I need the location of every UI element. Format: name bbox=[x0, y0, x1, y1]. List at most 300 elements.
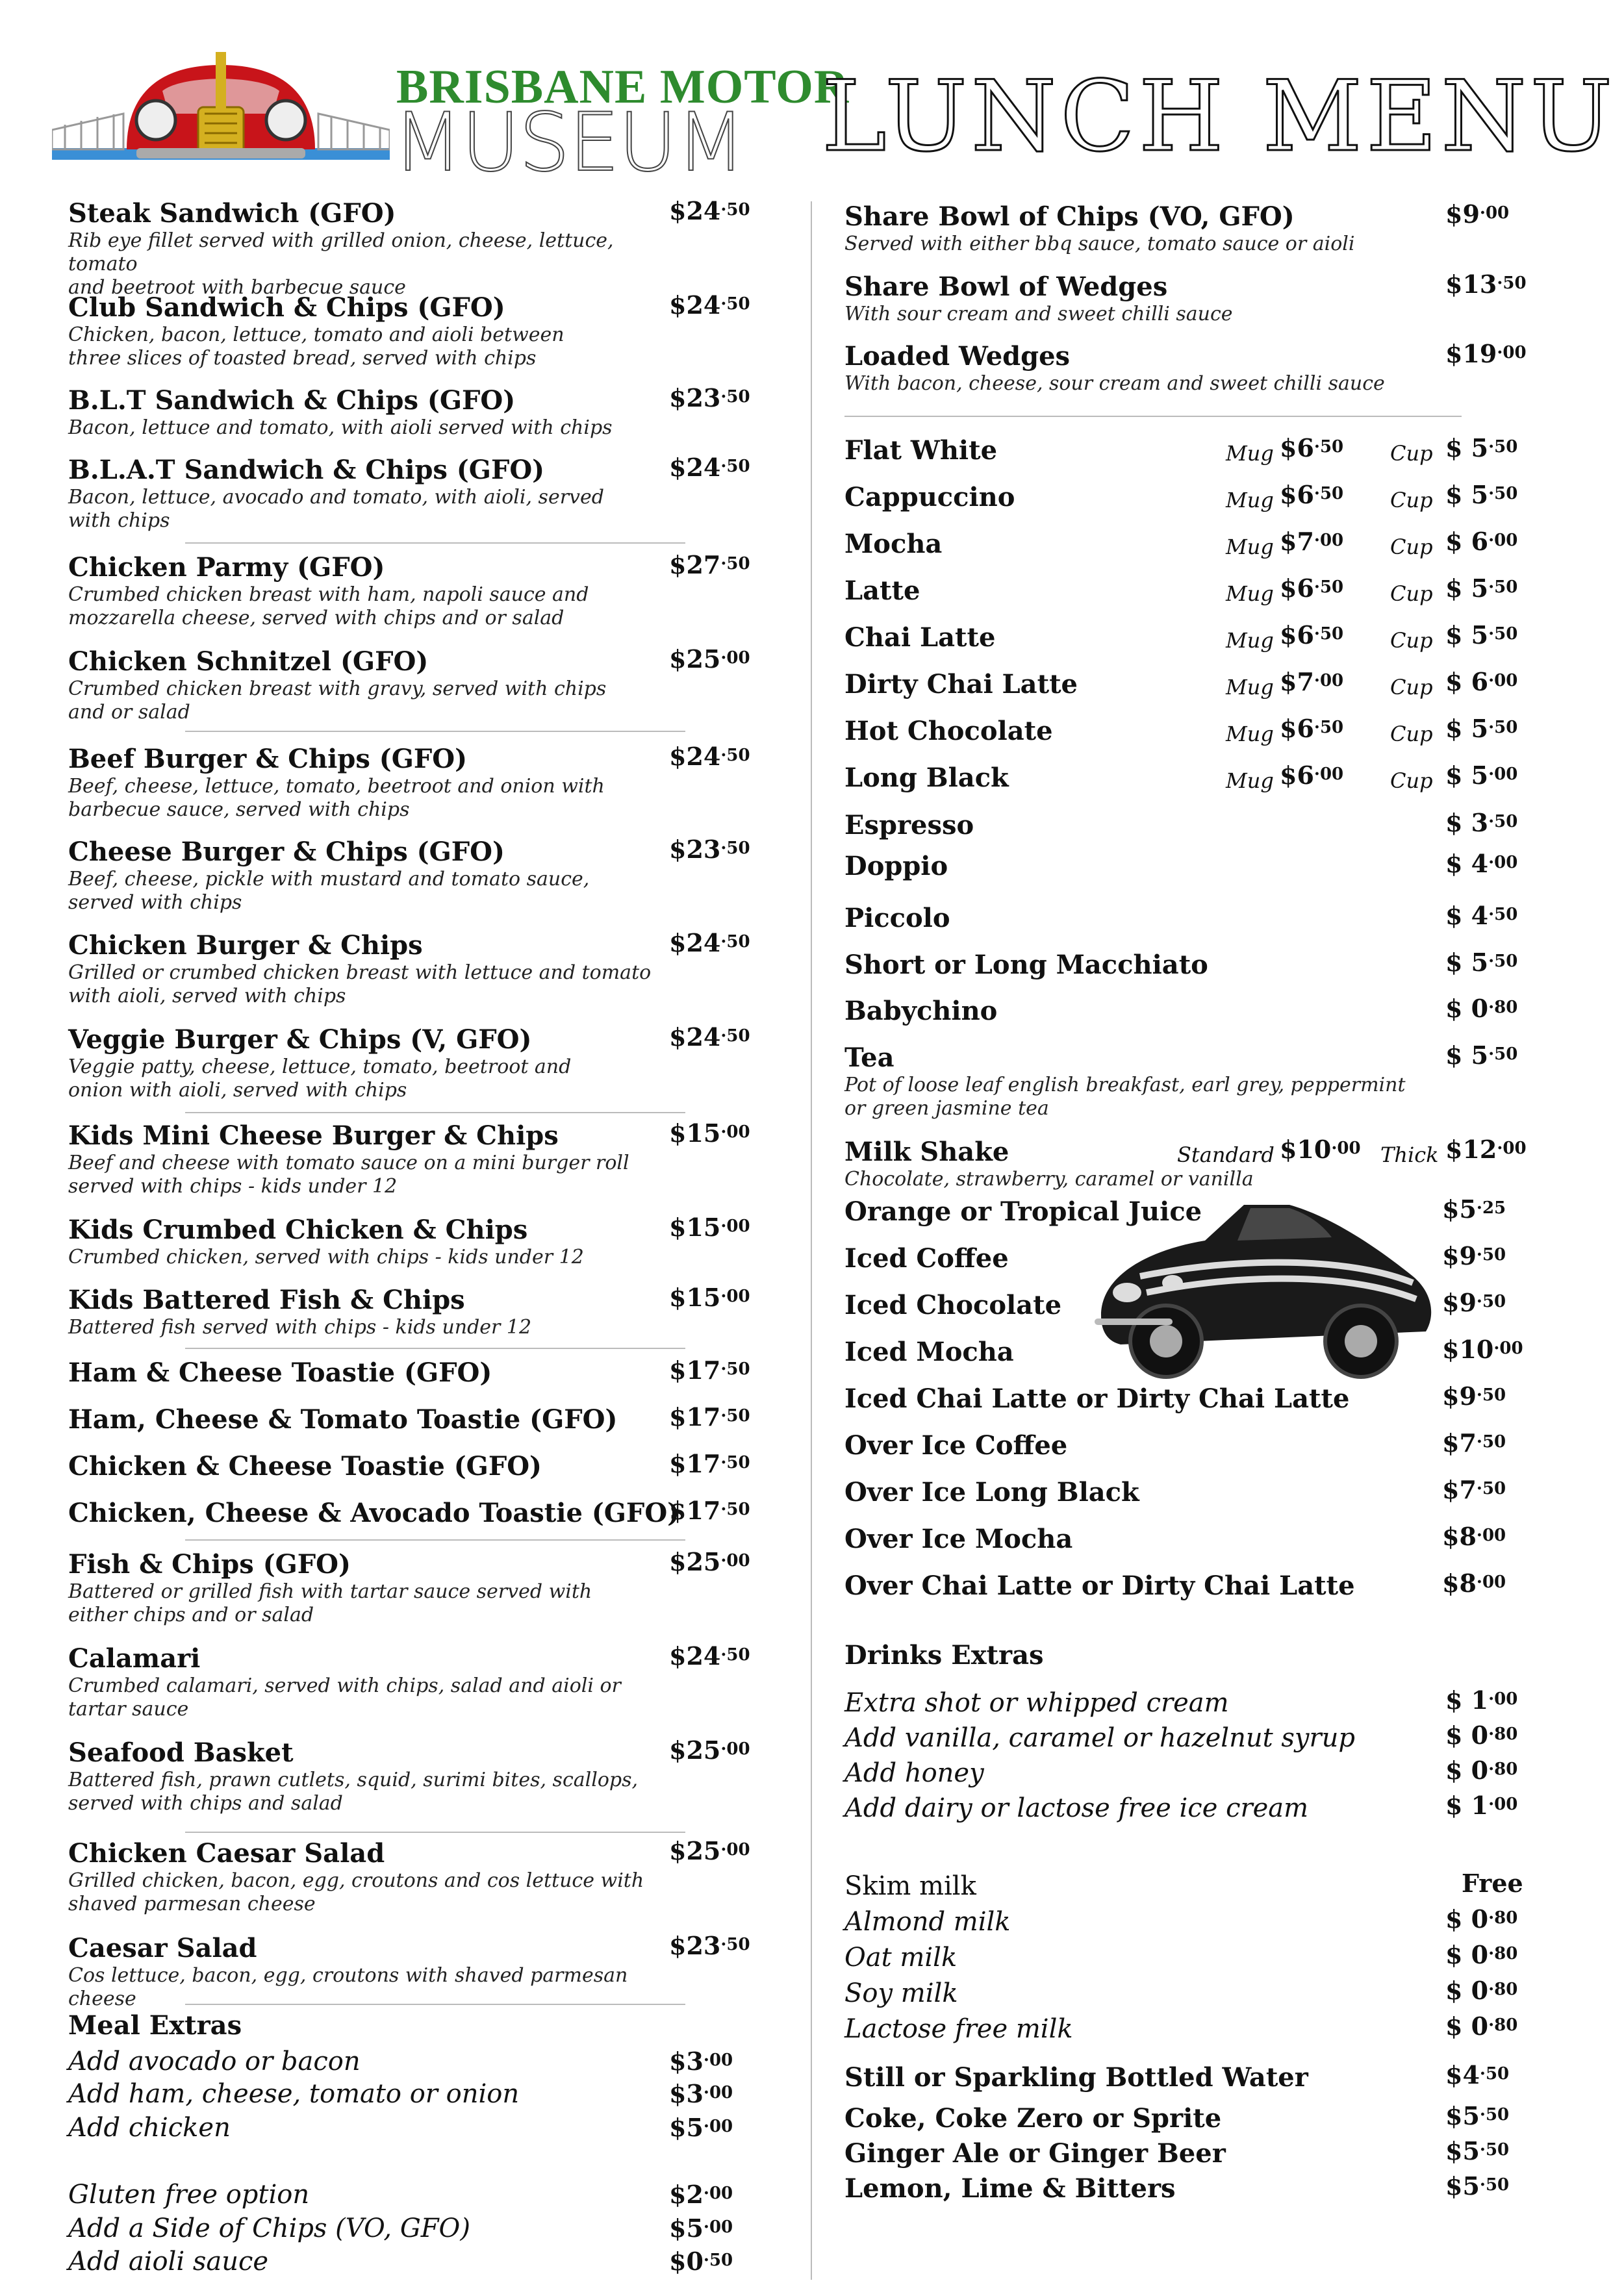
coffee-name: Dirty Chai Latte bbox=[844, 669, 1078, 700]
price-dollars: $5 bbox=[1442, 1194, 1477, 1224]
coffee-price bbox=[1445, 900, 1517, 931]
menu-item-price bbox=[669, 1641, 750, 1672]
section-divider bbox=[185, 1348, 685, 1349]
menu-item-price bbox=[1445, 338, 1527, 370]
drink-price bbox=[1442, 1521, 1506, 1552]
section-divider bbox=[844, 416, 1462, 417]
cup-label: Cup bbox=[1390, 722, 1433, 746]
price-cents: ·00 bbox=[1497, 343, 1527, 362]
price-cents: ·80 bbox=[1488, 1724, 1518, 1744]
price-cents: ·50 bbox=[720, 1935, 750, 1954]
menu-item bbox=[68, 1024, 679, 1102]
menu-item-price bbox=[669, 383, 750, 414]
meal-extra-price bbox=[669, 2213, 733, 2244]
standard-label: Standard bbox=[1177, 1142, 1275, 1167]
menu-item-description: Crumbed calamari, served with chips, salad and aioli or tartar sauce bbox=[68, 1674, 621, 1721]
mug-price bbox=[1280, 620, 1343, 651]
mug-price bbox=[1280, 666, 1343, 698]
price-dollars: $9 bbox=[1445, 199, 1480, 229]
price-dollars: $ 6 bbox=[1445, 527, 1489, 556]
mug-price bbox=[1280, 573, 1343, 604]
price-cents: ·00 bbox=[1479, 203, 1510, 223]
menu-item-description: Battered fish, prawn cutlets, squid, surimi bites, scallops, served with chips and salad bbox=[68, 1769, 639, 1815]
drinks-extras-heading: Drinks Extras bbox=[844, 1640, 1044, 1671]
price-dollars: $ 3 bbox=[1445, 808, 1489, 837]
cup-price bbox=[1445, 666, 1517, 698]
price-cents: ·50 bbox=[720, 1406, 750, 1426]
price-dollars: $24 bbox=[669, 453, 721, 482]
drink-price bbox=[1442, 1381, 1506, 1412]
price-dollars: $7 bbox=[1280, 527, 1314, 556]
drink-name: Over Chai Latte or Dirty Chai Latte bbox=[844, 1571, 1355, 1601]
price-dollars: $ 1 bbox=[1445, 1685, 1489, 1715]
menu-item-description: Battered or grilled fish with tartar sauce served with either chips and or salad bbox=[68, 1580, 592, 1626]
coffee-price bbox=[1445, 947, 1517, 978]
drink-price bbox=[1445, 2100, 1509, 2132]
price-dollars: $0 bbox=[669, 2247, 704, 2276]
menu-item-name: Chicken Burger & Chips bbox=[68, 930, 423, 961]
mug-price bbox=[1280, 526, 1343, 557]
price-dollars: $25 bbox=[669, 1735, 721, 1765]
price-dollars: $10 bbox=[1280, 1135, 1332, 1164]
price-cents: ·50 bbox=[1476, 1385, 1506, 1405]
price-cents: ·80 bbox=[1488, 1760, 1518, 1779]
menu-item-description: Chicken, bacon, lettuce, tomato and aioli between three slices of toasted bread, served with chips bbox=[68, 323, 565, 370]
drink-name: Iced Mocha bbox=[844, 1337, 1014, 1367]
menu-item bbox=[68, 1498, 679, 1529]
price-dollars: $ 0 bbox=[1445, 994, 1489, 1023]
price-cents: ·00 bbox=[720, 1739, 750, 1759]
price-cents: ·80 bbox=[1488, 1944, 1518, 1963]
menu-item-description: Crumbed chicken breast with ham, napoli sauce and mozzarella cheese, served with chips and or salad bbox=[68, 583, 589, 629]
price-cents: ·00 bbox=[720, 1287, 750, 1306]
menu-item-name: Chicken & Cheese Toastie (GFO) bbox=[68, 1451, 542, 1482]
menu-item bbox=[68, 385, 679, 440]
menu-item-description: Bacon, lettuce and tomato, with aioli served with chips bbox=[68, 416, 613, 439]
coffee-name: Espresso bbox=[844, 810, 974, 840]
menu-item-name: Beef Burger & Chips (GFO) bbox=[68, 744, 468, 774]
milk-label: Skim milk bbox=[844, 1871, 976, 1901]
cup-label: Cup bbox=[1390, 768, 1433, 793]
coffee-name: Hot Chocolate bbox=[844, 716, 1053, 746]
menu-item-description: Veggie patty, cheese, lettuce, tomato, beetroot and onion with aioli, served with chips bbox=[68, 1055, 572, 1102]
section-divider bbox=[185, 542, 685, 544]
price-cents: ·00 bbox=[720, 1551, 750, 1571]
menu-item-price bbox=[669, 1118, 750, 1149]
price-cents: ·00 bbox=[1488, 531, 1518, 550]
menu-item-name: Tea bbox=[844, 1042, 894, 1073]
mug-label: Mug bbox=[1226, 768, 1274, 793]
meal-extra-price bbox=[669, 2046, 733, 2077]
meal-extra-price bbox=[669, 2179, 733, 2210]
meal-extra-label: Add avocado or bacon bbox=[68, 2047, 361, 2076]
coffee-name: Chai Latte bbox=[844, 622, 996, 653]
price-dollars: $ 5 bbox=[1445, 620, 1489, 650]
menu-item-description: Beef and cheese with tomato sauce on a mini burger roll served with chips - kids under 12 bbox=[68, 1152, 629, 1198]
price-cents: ·50 bbox=[1488, 437, 1518, 457]
meal-extra-label: Add a Side of Chips (VO, GFO) bbox=[68, 2214, 470, 2243]
price-dollars: $17 bbox=[669, 1449, 721, 1478]
menu-item bbox=[68, 1643, 679, 1721]
menu-item bbox=[68, 646, 679, 724]
price-dollars: $15 bbox=[669, 1213, 721, 1242]
drinks-extra-label: Add vanilla, caramel or hazelnut syrup bbox=[844, 1723, 1355, 1753]
mug-label: Mug bbox=[1226, 581, 1274, 606]
price-dollars: $5 bbox=[1445, 2136, 1480, 2165]
price-cents: ·00 bbox=[1488, 671, 1518, 690]
price-dollars: $6 bbox=[1280, 620, 1314, 650]
menu-item-name: Chicken Parmy (GFO) bbox=[68, 552, 385, 583]
mug-label: Mug bbox=[1226, 722, 1274, 746]
cup-price bbox=[1445, 433, 1517, 464]
price-cents: ·00 bbox=[1488, 1795, 1518, 1814]
milk-price bbox=[1462, 1868, 1523, 1899]
milk-price bbox=[1445, 1975, 1517, 2006]
price-dollars: $ 5 bbox=[1445, 480, 1489, 509]
price-cents: ·00 bbox=[1497, 1139, 1527, 1158]
menu-item bbox=[68, 1120, 679, 1198]
price-cents: ·00 bbox=[703, 2083, 733, 2102]
price-cents: ·00 bbox=[1488, 853, 1518, 872]
menu-item bbox=[68, 455, 679, 533]
price-dollars: $10 bbox=[1442, 1335, 1494, 1364]
drink-price bbox=[1442, 1194, 1506, 1225]
price-cents: ·50 bbox=[1488, 952, 1518, 971]
coffee-name: Mocha bbox=[844, 529, 943, 559]
price-dollars: $5 bbox=[1445, 2101, 1480, 2130]
menu-item-name: Caesar Salad bbox=[68, 1933, 257, 1963]
price-cents: ·50 bbox=[1479, 2105, 1510, 2125]
menu-item-name: Ham & Cheese Toastie (GFO) bbox=[68, 1357, 492, 1388]
menu-item bbox=[68, 1549, 679, 1627]
price-dollars: $12 bbox=[1445, 1135, 1497, 1164]
price-cents: ·50 bbox=[1476, 1479, 1506, 1498]
menu-item-price bbox=[669, 1836, 750, 1867]
price-cents: ·50 bbox=[1479, 2140, 1510, 2160]
price-cents: ·50 bbox=[1313, 484, 1344, 503]
price-cents: ·00 bbox=[720, 1122, 750, 1142]
price-dollars: $15 bbox=[669, 1283, 721, 1312]
meal-extra-price bbox=[669, 2246, 733, 2277]
cup-price bbox=[1445, 573, 1517, 604]
price-cents: ·50 bbox=[1488, 905, 1518, 924]
price-dollars: $7 bbox=[1442, 1428, 1477, 1457]
price-dollars: $23 bbox=[669, 1931, 721, 1960]
price-cents: ·50 bbox=[1313, 437, 1344, 457]
price-dollars: $3 bbox=[669, 2047, 704, 2076]
menu-item-description: Beef, cheese, pickle with mustard and tomato sauce, served with chips bbox=[68, 868, 590, 914]
price-cents: ·50 bbox=[1476, 1292, 1506, 1311]
drink-price bbox=[1442, 1568, 1506, 1599]
price-cents: ·50 bbox=[1476, 1245, 1506, 1265]
drink-name: Over Ice Coffee bbox=[844, 1430, 1068, 1461]
price-dollars: $2 bbox=[669, 2180, 704, 2209]
drinks-extra-price bbox=[1445, 1720, 1517, 1751]
price-dollars: $6 bbox=[1280, 433, 1314, 462]
price-dollars: $ 5 bbox=[1445, 761, 1489, 790]
menu-item-name: Fish & Chips (GFO) bbox=[68, 1549, 351, 1580]
price-dollars: $24 bbox=[669, 290, 721, 320]
menu-item-description: Pot of loose leaf english breakfast, earl grey, peppermint or green jasmine tea bbox=[844, 1074, 1406, 1120]
price-dollars: $24 bbox=[669, 1641, 721, 1671]
cup-price bbox=[1445, 760, 1517, 791]
menu-item-price bbox=[669, 927, 750, 959]
price-dollars: $15 bbox=[669, 1118, 721, 1148]
price-cents: ·00 bbox=[1313, 764, 1344, 784]
menu-item-description: Grilled or crumbed chicken breast with lettuce and tomato with aioli, served with chips bbox=[68, 961, 652, 1007]
meal-extra-label: Gluten free option bbox=[68, 2180, 310, 2210]
coffee-name: Short or Long Macchiato bbox=[844, 950, 1208, 980]
menu-item-description: Cos lettuce, bacon, egg, croutons with shaved parmesan cheese bbox=[68, 1964, 628, 2010]
coffee-name: Doppio bbox=[844, 851, 948, 881]
cup-price bbox=[1445, 713, 1517, 744]
price-cents: ·25 bbox=[1476, 1198, 1506, 1218]
price-dollars: $13 bbox=[1445, 270, 1497, 299]
price-cents: ·50 bbox=[1497, 273, 1527, 293]
mug-price bbox=[1280, 713, 1343, 744]
price-cents: ·50 bbox=[720, 839, 750, 858]
logo-text-top: BRISBANE MOTOR bbox=[396, 60, 850, 114]
drink-name: Iced Chocolate bbox=[844, 1290, 1062, 1320]
menu-item bbox=[68, 1357, 679, 1389]
menu-item-description: Grilled chicken, bacon, egg, croutons and cos lettuce with shaved parmesan cheese bbox=[68, 1869, 644, 1915]
milk-label: Lactose free milk bbox=[844, 2014, 1073, 2044]
price-cents: ·00 bbox=[703, 2117, 733, 2136]
section-divider bbox=[185, 1832, 685, 1833]
menu-item-price bbox=[669, 644, 750, 675]
price-cents: ·50 bbox=[720, 1645, 750, 1665]
menu-item-description: With bacon, cheese, sour cream and sweet chilli sauce bbox=[844, 372, 1385, 395]
drink-name: Iced Coffee bbox=[844, 1243, 1009, 1274]
menu-item bbox=[68, 1737, 679, 1815]
meal-extra-price bbox=[669, 2112, 733, 2143]
menu-item bbox=[68, 198, 679, 299]
mug-label: Mug bbox=[1226, 535, 1274, 559]
price-dollars: $ 0 bbox=[1445, 1756, 1489, 1785]
drink-name: Over Ice Long Black bbox=[844, 1477, 1139, 1508]
price-dollars: $5 bbox=[669, 2214, 704, 2243]
menu-item bbox=[68, 837, 679, 915]
menu-item bbox=[68, 1838, 679, 1916]
menu-item-price bbox=[669, 196, 750, 227]
menu-item-price bbox=[669, 452, 750, 483]
price-dollars: $ 0 bbox=[1445, 1721, 1489, 1750]
price-cents: ·50 bbox=[720, 746, 750, 765]
price-cents: ·00 bbox=[720, 1217, 750, 1236]
drinks-extra-label: Add dairy or lactose free ice cream bbox=[844, 1793, 1309, 1823]
price-cents: ·50 bbox=[1476, 1432, 1506, 1452]
menu-item-price bbox=[669, 1930, 750, 1962]
menu-item bbox=[68, 1285, 679, 1339]
drink-name: Ginger Ale or Ginger Beer bbox=[844, 2138, 1226, 2169]
price-dollars: $24 bbox=[669, 928, 721, 957]
menu-item bbox=[844, 201, 1354, 256]
menu-item bbox=[68, 292, 679, 370]
price-dollars: $24 bbox=[669, 196, 721, 225]
price-dollars: $23 bbox=[669, 383, 721, 412]
menu-item-description: Served with either bbq sauce, tomato sauce or aioli bbox=[844, 233, 1355, 255]
price-cents: ·50 bbox=[720, 1453, 750, 1472]
menu-item-price bbox=[669, 1402, 750, 1433]
price-cents: ·50 bbox=[720, 387, 750, 407]
menu-item-name: B.L.T Sandwich & Chips (GFO) bbox=[68, 385, 516, 416]
menu-item bbox=[68, 1215, 679, 1269]
menu-item-price bbox=[1445, 199, 1509, 230]
menu-item-price bbox=[669, 1546, 750, 1578]
section-divider bbox=[185, 2004, 685, 2005]
price-cents: ·00 bbox=[1331, 1139, 1361, 1158]
price-dollars: $17 bbox=[669, 1402, 721, 1432]
price-cents: ·00 bbox=[1476, 1526, 1506, 1545]
menu-item-name: Cheese Burger & Chips (GFO) bbox=[68, 837, 505, 867]
price-dollars: $9 bbox=[1442, 1288, 1477, 1317]
price-dollars: $8 bbox=[1442, 1522, 1477, 1551]
drink-name: Over Ice Mocha bbox=[844, 1524, 1073, 1554]
column-divider bbox=[811, 201, 812, 2280]
meal-extra-price bbox=[669, 2078, 733, 2110]
cup-label: Cup bbox=[1390, 441, 1433, 466]
price-dollars: $4 bbox=[1445, 2060, 1480, 2089]
menu-item-price bbox=[669, 290, 750, 321]
cup-label: Cup bbox=[1390, 628, 1433, 653]
menu-item-name: Share Bowl of Wedges bbox=[844, 271, 1168, 302]
drinks-extra-price bbox=[1445, 1755, 1517, 1786]
price-dollars: $6 bbox=[1280, 480, 1314, 509]
menu-item-price bbox=[669, 1735, 750, 1766]
menu-item-price bbox=[1445, 1040, 1517, 1071]
menu-item bbox=[68, 1404, 679, 1435]
price-dollars: $ 0 bbox=[1445, 2012, 1489, 2041]
price-dollars: $6 bbox=[1280, 761, 1314, 790]
menu-item-name: Steak Sandwich (GFO) bbox=[68, 198, 396, 229]
meal-extra-label: Add ham, cheese, tomato or onion bbox=[68, 2079, 520, 2109]
price-cents: ·80 bbox=[1488, 998, 1518, 1017]
drinks-extra-price bbox=[1445, 1685, 1517, 1716]
drink-price bbox=[1442, 1474, 1506, 1506]
section-divider bbox=[185, 1112, 685, 1113]
menu-item-name: Loaded Wedges bbox=[844, 341, 1071, 372]
menu-item-description: With sour cream and sweet chilli sauce bbox=[844, 303, 1233, 325]
thick-price bbox=[1445, 1134, 1527, 1165]
menu-item-name: Club Sandwich & Chips (GFO) bbox=[68, 292, 505, 323]
price-dollars: $ 5 bbox=[1445, 948, 1489, 977]
milk-price bbox=[1445, 1904, 1517, 1935]
menu-item-description: Bacon, lettuce, avocado and tomato, with aioli, served with chips bbox=[68, 486, 604, 532]
price-dollars: $ 6 bbox=[1445, 667, 1489, 696]
menu-item-name: Calamari bbox=[68, 1643, 201, 1674]
price-cents: ·00 bbox=[1493, 1339, 1523, 1358]
menu-item-name: Kids Mini Cheese Burger & Chips bbox=[68, 1120, 559, 1151]
price-cents: ·50 bbox=[720, 554, 750, 574]
mug-price bbox=[1280, 433, 1343, 464]
price-dollars: $ 0 bbox=[1445, 1904, 1489, 1934]
standard-price bbox=[1280, 1134, 1361, 1165]
menu-item-price bbox=[669, 1495, 750, 1526]
drink-name: Coke, Coke Zero or Sprite bbox=[844, 2103, 1222, 2134]
cup-price bbox=[1445, 479, 1517, 511]
drink-name: Iced Chai Latte or Dirty Chai Latte bbox=[844, 1383, 1350, 1414]
price-cents: ·50 bbox=[1313, 577, 1344, 597]
menu-item-name: Chicken Caesar Salad bbox=[68, 1838, 385, 1869]
menu-item-price bbox=[669, 834, 750, 865]
price-dollars: $25 bbox=[669, 1836, 721, 1865]
menu-item-price bbox=[669, 1355, 750, 1386]
menu-item-name: Chicken Schnitzel (GFO) bbox=[68, 646, 429, 677]
menu-item-price bbox=[669, 1448, 750, 1480]
menu-item-name: Veggie Burger & Chips (V, GFO) bbox=[68, 1024, 532, 1055]
mug-label: Mug bbox=[1226, 675, 1274, 700]
price-dollars: $8 bbox=[1442, 1569, 1477, 1598]
drink-price bbox=[1445, 2136, 1509, 2167]
price-cents: ·50 bbox=[720, 200, 750, 220]
menu-item-description: Beef, cheese, lettuce, tomato, beetroot and onion with barbecue sauce, served with chips bbox=[68, 775, 605, 821]
menu-item-name: Kids Battered Fish & Chips bbox=[68, 1285, 465, 1315]
drinks-extra-price bbox=[1445, 1790, 1517, 1821]
menu-item bbox=[68, 1451, 679, 1482]
logo-text-bottom: MUSEUM bbox=[393, 96, 744, 190]
coffee-name: Cappuccino bbox=[844, 482, 1015, 512]
mug-label: Mug bbox=[1226, 488, 1274, 512]
drink-price bbox=[1445, 2060, 1509, 2091]
price-dollars: $19 bbox=[1445, 339, 1497, 368]
price-cents: ·50 bbox=[1488, 484, 1518, 503]
price-dollars: $23 bbox=[669, 835, 721, 864]
menu-item-price bbox=[669, 1282, 750, 1313]
menu-item-price bbox=[669, 549, 750, 581]
milk-label: Oat milk bbox=[844, 1943, 958, 1973]
black-sports-car-icon bbox=[1075, 1179, 1445, 1387]
drink-price bbox=[1445, 2171, 1509, 2202]
menu-item bbox=[68, 744, 679, 822]
price-cents: ·50 bbox=[720, 1500, 750, 1519]
menu-item-price bbox=[669, 1022, 750, 1053]
coffee-price bbox=[1445, 848, 1517, 879]
price-cents: ·80 bbox=[1488, 2015, 1518, 2035]
price-dollars: $ 4 bbox=[1445, 849, 1489, 878]
menu-item-description: Chocolate, strawberry, caramel or vanilla bbox=[844, 1168, 1254, 1191]
price-cents: ·80 bbox=[1488, 1980, 1518, 1999]
price-cents: ·00 bbox=[703, 2050, 733, 2070]
price-dollars: $17 bbox=[669, 1496, 721, 1525]
price-cents: ·80 bbox=[1488, 1908, 1518, 1928]
cup-label: Cup bbox=[1390, 488, 1433, 512]
price-dollars: $7 bbox=[1442, 1475, 1477, 1504]
price-dollars: Free bbox=[1462, 1869, 1523, 1898]
thick-label: Thick bbox=[1380, 1142, 1439, 1167]
museum-logo bbox=[52, 52, 850, 190]
price-dollars: $ 5 bbox=[1445, 714, 1489, 743]
drink-price bbox=[1442, 1287, 1506, 1318]
price-cents: ·50 bbox=[1479, 2064, 1510, 2084]
price-cents: ·50 bbox=[720, 457, 750, 476]
price-dollars: $5 bbox=[1445, 2171, 1480, 2201]
drink-price bbox=[1442, 1334, 1523, 1365]
price-cents: ·00 bbox=[1313, 531, 1344, 550]
page-title: LUNCH MENU bbox=[822, 60, 1617, 173]
price-cents: ·50 bbox=[703, 2251, 733, 2270]
price-dollars: $25 bbox=[669, 1547, 721, 1576]
milk-label: Soy milk bbox=[844, 1978, 958, 2008]
menu-item-name: Kids Crumbed Chicken & Chips bbox=[68, 1215, 528, 1245]
cup-price bbox=[1445, 620, 1517, 651]
price-cents: ·00 bbox=[1488, 1689, 1518, 1709]
coffee-name: Piccolo bbox=[844, 903, 950, 933]
section-divider bbox=[185, 731, 685, 732]
section-divider bbox=[185, 1539, 685, 1541]
price-cents: ·50 bbox=[1479, 2175, 1510, 2195]
coffee-name: Long Black bbox=[844, 763, 1009, 793]
drink-price bbox=[1442, 1428, 1506, 1459]
